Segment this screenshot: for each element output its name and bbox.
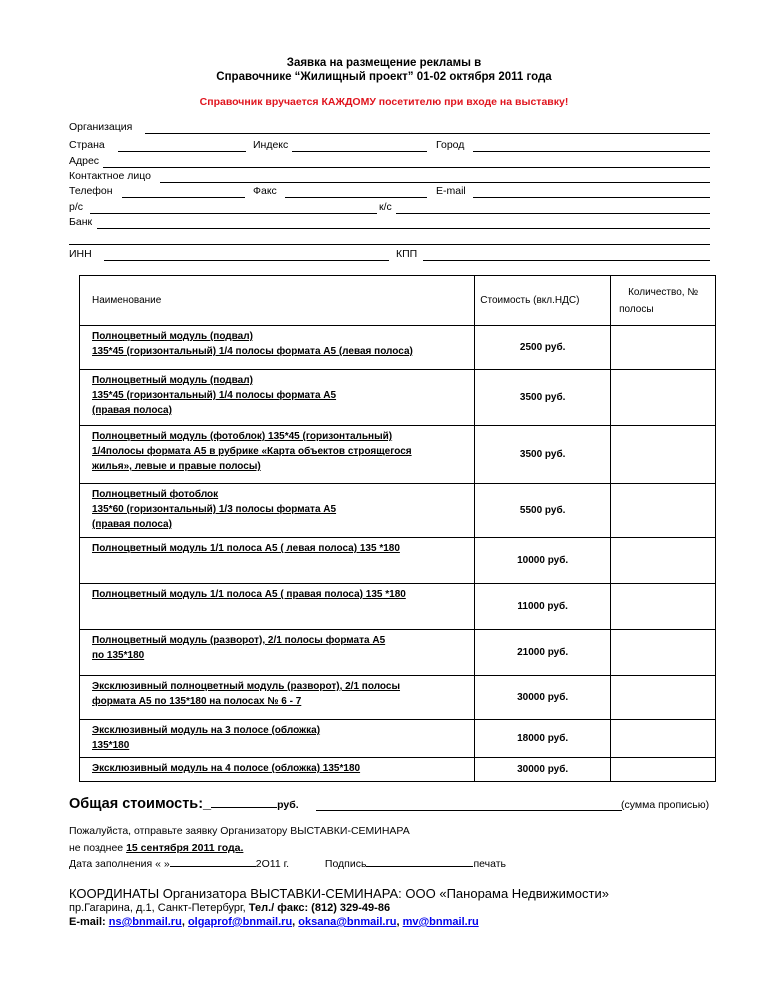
email-link-ns[interactable]: ns@bnmail.ru <box>108 916 182 928</box>
row-name-line: Эксклюзивный модуль на 3 полосе (обложка) <box>92 725 321 736</box>
title-line-2: Справочнике “Жилищный проект” 01-02 октября 2011 года <box>216 71 552 83</box>
header-name: Наименование <box>80 276 475 326</box>
row-name-line: Полноцветный модуль 1/1 полоса А5 ( правая полоса) 135 *180 <box>92 589 406 600</box>
total-label: Общая стоимость:_ <box>69 796 212 812</box>
org-address: пр.Гагарина, д.1, Санкт-Петербург, <box>69 902 249 914</box>
city-field[interactable] <box>473 151 710 152</box>
row-cost: 3500 руб. <box>475 426 611 484</box>
row-name-line: 1/4полосы формата А5 в рубрике «Карта объектов строящегося <box>92 446 412 457</box>
table-row <box>80 484 716 538</box>
row-name-line: (правая полоса) <box>92 405 172 416</box>
row-cost: 21000 руб. <box>475 630 611 676</box>
row-cost: 11000 руб. <box>475 584 611 630</box>
email-field[interactable] <box>473 197 710 198</box>
fax-field[interactable] <box>285 197 427 198</box>
fax-label: Факс <box>253 185 277 197</box>
table-row <box>80 538 716 584</box>
sign-field[interactable] <box>366 856 473 867</box>
total-rub: руб. <box>277 799 299 811</box>
inn-label: ИНН <box>69 248 92 260</box>
send-text: Пожалуйста, отправьте заявку Организатору ВЫСТАВКИ-СЕМИНАРА <box>69 825 410 837</box>
email-label: E-mail <box>436 185 466 197</box>
stamp-label: печать <box>473 858 506 870</box>
table-header-row <box>80 276 716 326</box>
row-name-line: Полноцветный модуль (фотоблок) 135*45 (горизонтальный) <box>92 431 393 442</box>
header-qty-line2: полосы <box>619 303 654 315</box>
table-row <box>80 370 716 426</box>
index-label: Индекс <box>253 139 289 151</box>
row-name-line: 135*180 <box>92 740 130 751</box>
header-qty-line1: Количество, № <box>628 286 699 298</box>
row-name <box>80 426 475 484</box>
row-cost: 2500 руб. <box>475 326 611 370</box>
row-qty-field[interactable] <box>611 676 716 720</box>
address-field[interactable] <box>103 167 710 168</box>
organization-label: Организация <box>69 121 133 133</box>
row-name-line: 135*60 (горизонтальный) 1/3 полосы формата А5 <box>92 504 337 515</box>
row-cost: 18000 руб. <box>475 720 611 758</box>
row-qty-field[interactable] <box>611 538 716 584</box>
row-name-line: по 135*180 <box>92 650 145 661</box>
city-label: Город <box>436 139 465 151</box>
row-name <box>80 676 475 720</box>
table-row <box>80 758 716 782</box>
email-prefix: E-mail: <box>69 916 109 928</box>
index-field[interactable] <box>292 151 427 152</box>
row-name <box>80 370 475 426</box>
title-line-1: Заявка на размещение рекламы в <box>286 57 482 69</box>
row-name <box>80 720 475 758</box>
row-cost: 30000 руб. <box>475 676 611 720</box>
total-words-field[interactable] <box>316 810 622 811</box>
row-qty-field[interactable] <box>611 630 716 676</box>
total-words-label: (сумма прописью) <box>621 799 710 811</box>
kpp-field[interactable] <box>423 260 710 261</box>
row-qty-field[interactable] <box>611 720 716 758</box>
row-name <box>80 484 475 538</box>
kpp-label: КПП <box>396 248 418 260</box>
notice: Справочник вручается КАЖДОМУ посетителю при входе на выставку! <box>199 96 569 108</box>
row-name-line: 135*45 (горизонтальный) 1/4 полосы формата А5 (левая полоса) <box>92 346 413 357</box>
rs-label: р/с <box>69 201 84 213</box>
row-name-line: Полноцветный модуль (подвал) <box>92 375 253 386</box>
email-link-olgaprof[interactable]: olgaprof@bnmail.ru <box>187 916 293 928</box>
bank-field-extra[interactable] <box>69 244 710 245</box>
row-name-line: Эксклюзивный полноцветный модуль (разворот), 2/1 полосы <box>92 681 401 692</box>
row-name-line: Эксклюзивный модуль на 4 полосе (обложка) 135*180 <box>92 763 361 774</box>
ks-field[interactable] <box>396 213 710 214</box>
row-name <box>80 758 475 782</box>
contact-label: Контактное лицо <box>69 170 151 182</box>
row-name-line: Полноцветный модуль (подвал) <box>92 331 253 342</box>
phone-field[interactable] <box>122 197 245 198</box>
table-row <box>80 720 716 758</box>
org-phone: Тел./ факс: (812) 329-49-86 <box>248 902 391 914</box>
address-label: Адрес <box>69 155 100 167</box>
row-qty-field[interactable] <box>611 484 716 538</box>
table-row <box>80 326 716 370</box>
date-field[interactable] <box>170 856 256 867</box>
row-cost: 10000 руб. <box>475 538 611 584</box>
inn-field[interactable] <box>104 260 389 261</box>
ks-label: к/с <box>379 201 392 213</box>
row-name <box>80 326 475 370</box>
header-qty <box>611 276 716 326</box>
row-cost: 30000 руб. <box>475 758 611 782</box>
bank-field[interactable] <box>97 228 710 229</box>
row-qty-field[interactable] <box>611 370 716 426</box>
deadline-prefix: не позднее <box>69 842 127 854</box>
row-qty-field[interactable] <box>611 758 716 782</box>
table-row <box>80 630 716 676</box>
table-row <box>80 426 716 484</box>
row-qty-field[interactable] <box>611 426 716 484</box>
sign-label: Подпись <box>324 858 367 870</box>
row-name-line: (правая полоса) <box>92 519 172 530</box>
price-table <box>79 275 716 782</box>
row-qty-field[interactable] <box>611 584 716 630</box>
contact-field[interactable] <box>160 182 710 183</box>
row-name <box>80 538 475 584</box>
row-qty-field[interactable] <box>611 326 716 370</box>
year: 2О11 г. <box>255 858 290 870</box>
row-cost: 3500 руб. <box>475 370 611 426</box>
row-name-line: формата А5 по 135*180 на полосах № 6 - 7 <box>92 696 302 707</box>
phone-label: Телефон <box>69 185 113 197</box>
email-link-oksana[interactable]: oksana@bnmail.ru <box>298 916 397 928</box>
row-name-line: Полноцветный модуль 1/1 полоса А5 ( левая полоса) 135 *180 <box>92 543 400 554</box>
total-amount-field[interactable] <box>211 795 277 808</box>
row-name-line: жилья», левые и правые полосы) <box>92 461 261 472</box>
bank-label: Банк <box>69 216 93 228</box>
row-cost: 5500 руб. <box>475 484 611 538</box>
row-name-line: Полноцветный фотоблок <box>92 489 219 500</box>
rs-field[interactable] <box>90 213 377 214</box>
row-name-line: Полноцветный модуль (разворот), 2/1 полосы формата А5 <box>92 635 386 646</box>
email-link-mv[interactable]: mv@bnmail.ru <box>402 916 479 928</box>
row-name <box>80 630 475 676</box>
header-cost: Стоимость (вкл.НДС) <box>475 276 611 326</box>
date-label: Дата заполнения « » <box>69 858 170 870</box>
coord-title: КООРДИНАТЫ Организатора ВЫСТАВКИ-СЕМИНАРА: ООО «Панорама Недвижимости» <box>69 886 609 901</box>
country-label: Страна <box>69 139 105 151</box>
deadline: 15 сентября 2011 года. <box>126 842 244 854</box>
table-row <box>80 676 716 720</box>
row-name-line: 135*45 (горизонтальный) 1/4 полосы формата А5 <box>92 390 337 401</box>
country-field[interactable] <box>118 151 246 152</box>
organization-field[interactable] <box>145 133 710 134</box>
row-name <box>80 584 475 630</box>
table-row <box>80 584 716 630</box>
